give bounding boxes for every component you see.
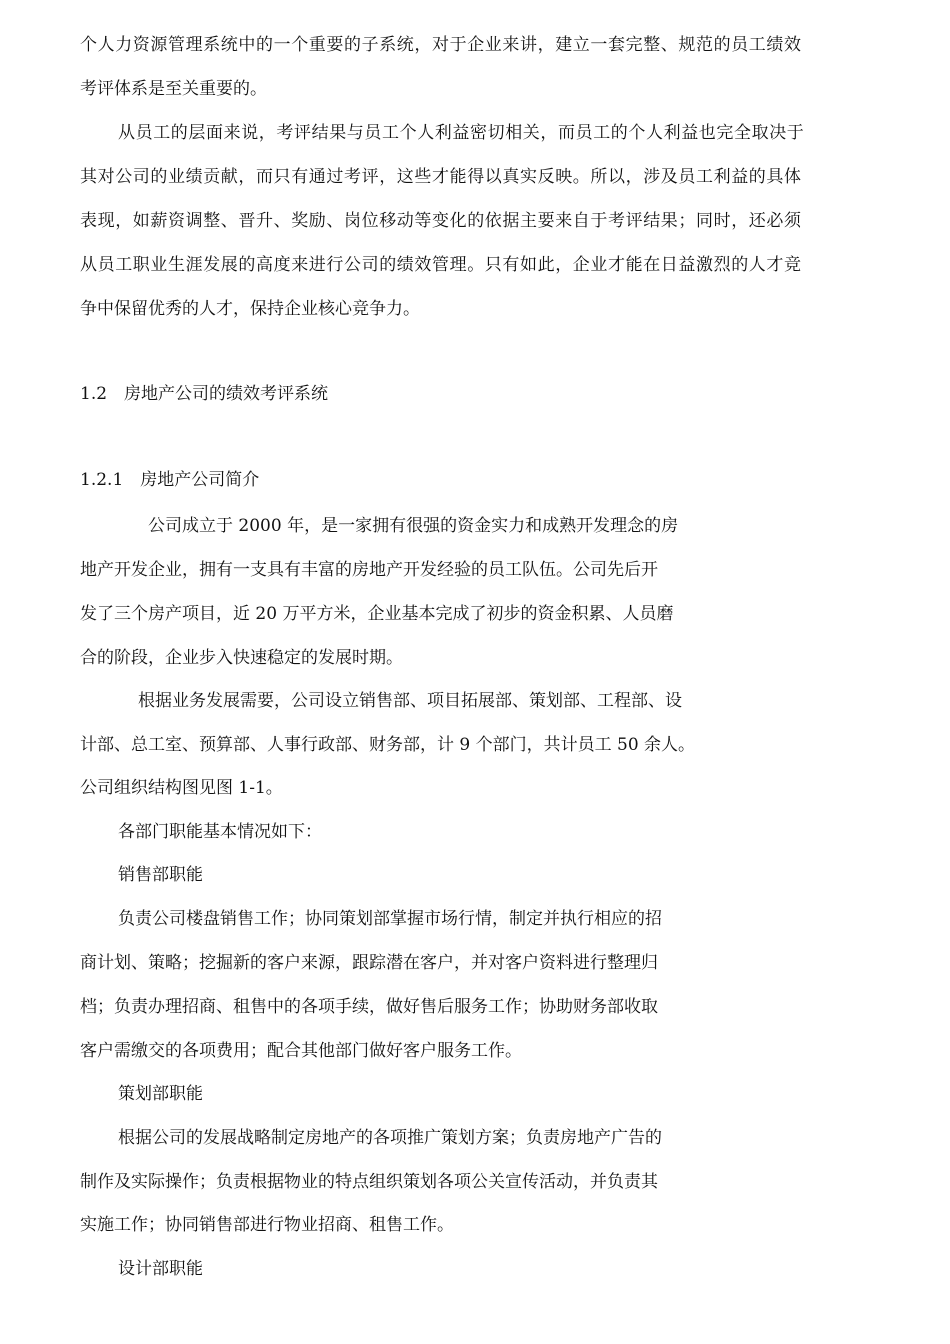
body-text-line: 从员工的层面来说，考评结果与员工个人利益密切相关，而员工的个人利益也完全取决于 xyxy=(118,123,805,143)
body-text-line: 根据业务发展需要，公司设立销售部、项目拓展部、策划部、工程部、设 xyxy=(138,691,682,711)
functions-intro: 各部门职能基本情况如下： xyxy=(118,822,322,842)
body-text-line: 客户需缴交的各项费用；配合其他部门做好客户服务工作。 xyxy=(80,1041,522,1061)
body-text-line: 合的阶段，企业步入快速稳定的发展时期。 xyxy=(80,648,403,668)
body-text-line: 地产开发企业，拥有一支具有丰富的房地产开发经验的员工队伍。公司先后开 xyxy=(80,560,658,580)
body-text-line: 根据公司的发展战略制定房地产的各项推广策划方案；负责房地产广告的 xyxy=(118,1128,662,1148)
body-text-line: 发了三个房产项目，近 20 万平方米，企业基本完成了初步的资金积累、人员磨 xyxy=(80,604,674,624)
body-text-line: 从员工职业生涯发展的高度来进行公司的绩效管理。只有如此，企业才能在日益激烈的人才竞 xyxy=(80,255,802,275)
subsection-heading: 1.2.1 房地产公司简介 xyxy=(80,470,260,490)
body-text-line: 商计划、策略；挖掘新的客户来源，跟踪潜在客户，并对客户资料进行整理归 xyxy=(80,953,658,973)
body-text-line: 公司成立于 2000 年，是一家拥有很强的资金实力和成熟开发理念的房 xyxy=(148,516,679,536)
body-text-line: 考评体系是至关重要的。 xyxy=(80,79,267,99)
planning-heading: 策划部职能 xyxy=(118,1084,203,1104)
body-text-line: 计部、总工室、预算部、人事行政部、财务部，计 9 个部门，共计员工 50 余人。 xyxy=(80,735,696,755)
body-text-line: 制作及实际操作；负责根据物业的特点组织策划各项公关宣传活动，并负责其 xyxy=(80,1172,658,1192)
body-text-line: 表现，如薪资调整、晋升、奖励、岗位移动等变化的依据主要来自于考评结果；同时，还必须 xyxy=(80,211,802,231)
body-text-line: 实施工作；协同销售部进行物业招商、租售工作。 xyxy=(80,1215,454,1235)
body-text-line: 档；负责办理招商、租售中的各项手续，做好售后服务工作；协助财务部收取 xyxy=(80,997,658,1017)
body-text-line: 公司组织结构图见图 1-1。 xyxy=(80,778,283,798)
body-text-line: 其对公司的业绩贡献，而只有通过考评，这些才能得以真实反映。所以，涉及员工利益的具体 xyxy=(80,167,802,187)
body-text-line: 个人力资源管理系统中的一个重要的子系统，对于企业来讲，建立一套完整、规范的员工绩效 xyxy=(80,35,802,55)
body-text-line: 争中保留优秀的人才，保持企业核心竞争力。 xyxy=(80,299,420,319)
body-text-line: 负责公司楼盘销售工作；协同策划部掌握市场行情，制定并执行相应的招 xyxy=(118,909,662,929)
design-heading: 设计部职能 xyxy=(118,1259,203,1279)
section-heading: 1.2 房地产公司的绩效考评系统 xyxy=(80,384,329,404)
sales-heading: 销售部职能 xyxy=(118,865,203,885)
